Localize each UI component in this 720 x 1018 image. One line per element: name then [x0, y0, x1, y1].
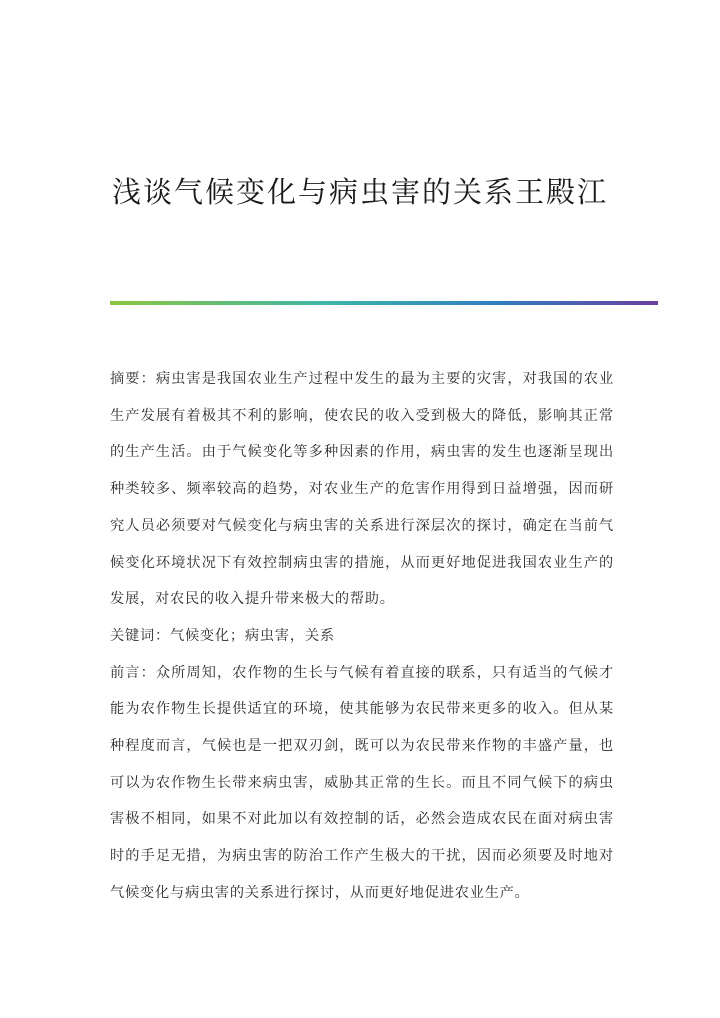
title-divider [110, 301, 658, 305]
keywords-paragraph: 关键词：气候变化；病虫害，关系 [110, 627, 335, 644]
document-body [110, 361, 614, 912]
preface-paragraph: 前言：众所周知，农作物的生长与气候有着直接的联系，只有适当的气候才能为农作物生长提供适宜的环境，使其能够为农民带来更多的收入。但从某种程度而言，气候也是一把双刃剑，既可以为农民带来作物的丰盛产量，也可以为农作物生长带来病虫害，威胁其正常的生长。而且不同气候下的病虫害极不相同，如果不对此加以有效控制的话，必然会造成农民在面对病虫害时的手足无措，为病虫害的防治工作产生极大的干扰，因而必须要及时地对气候变化与病虫害的关系进行探讨，从而更好地促进农业生产。 [110, 664, 614, 901]
abstract-paragraph: 摘要：病虫害是我国农业生产过程中发生的最为主要的灾害，对我国的农业生产发展有着极其不利的影响，使农民的收入受到极大的降低，影响其正常的生产生活。由于气候变化等多种因素的作用，病虫害的发生也逐渐呈现出种类较多、频率较高的趋势，对农业生产的危害作用得到日益增强，因而研究人员必须要对气候变化与病虫害的关系进行深层次的探讨，确定在当前气候变化环境状况下有效控制病虫害的措施，从而更好地促进我国农业生产的发展，对农民的收入提升带来极大的帮助。 [110, 371, 614, 608]
document-title: 浅谈气候变化与病虫害的关系王殿江 [111, 175, 608, 209]
